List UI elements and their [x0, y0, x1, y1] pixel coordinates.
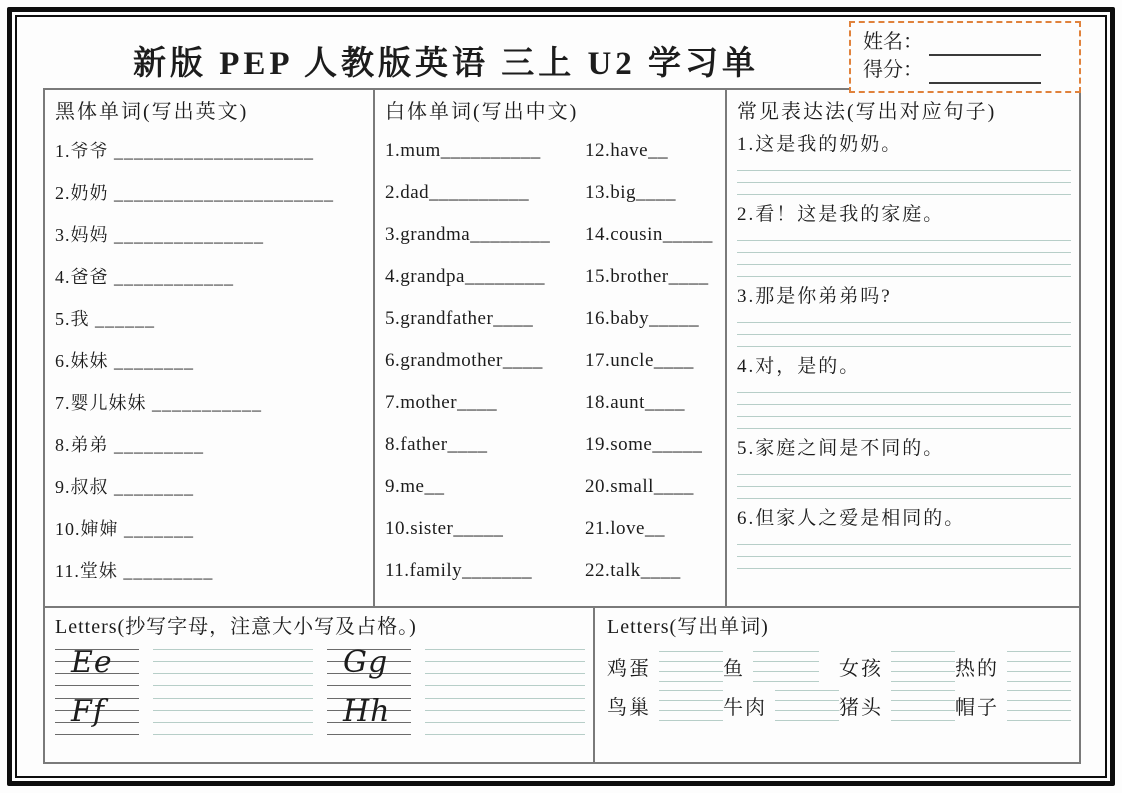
bold-words-header: 黑体单词(写出英文) — [55, 101, 249, 123]
ruled-line — [737, 182, 1071, 183]
letters-copy-section — [45, 608, 595, 762]
word-cell — [955, 651, 1071, 682]
ruled-line — [737, 568, 1071, 569]
bold-word-item[interactable]: 4.爸爸 ____________ — [55, 267, 234, 287]
word-cell — [723, 690, 839, 721]
ruled-line — [737, 264, 1071, 265]
ruled-line — [737, 276, 1071, 277]
expression-block — [737, 434, 1071, 499]
word-label: 鸟巢 — [607, 697, 651, 719]
white-word-item[interactable]: 2.dad__________ — [385, 182, 530, 203]
letters-words-row — [607, 690, 1071, 721]
word-answer-guide[interactable] — [1007, 651, 1071, 682]
name-score-box — [849, 21, 1081, 93]
expression-answer-lines[interactable] — [737, 474, 1071, 499]
white-words-left-list — [385, 130, 585, 592]
expression-text: 5.家庭之间是不同的。 — [737, 438, 945, 459]
bold-word-item[interactable]: 1.爷爷 ____________________ — [55, 141, 314, 161]
letters-copy-rows — [55, 645, 585, 735]
word-answer-guide[interactable] — [659, 651, 723, 682]
letters-words-section — [595, 608, 1079, 762]
letter-practice-guide[interactable] — [153, 698, 313, 735]
white-word-item[interactable]: 3.grandma________ — [385, 224, 551, 245]
bold-word-item[interactable]: 6.妹妹 ________ — [55, 351, 194, 371]
bold-words-list — [55, 130, 365, 592]
bold-word-item[interactable]: 9.叔叔 ________ — [55, 477, 194, 497]
worksheet-table — [43, 88, 1081, 764]
bold-word-item[interactable]: 5.我 ______ — [55, 309, 155, 329]
white-words-lists — [385, 130, 717, 592]
bold-words-column — [45, 90, 375, 606]
word-label: 热的 — [955, 658, 999, 680]
letter-example-guide — [327, 694, 411, 735]
white-word-item[interactable]: 14.cousin_____ — [585, 224, 713, 245]
white-word-item[interactable]: 17.uncle____ — [585, 350, 694, 371]
word-label: 牛肉 — [723, 697, 767, 719]
bold-word-item[interactable]: 8.弟弟 _________ — [55, 435, 204, 455]
word-cell — [955, 690, 1071, 721]
expression-block — [737, 200, 1071, 277]
ruled-line — [737, 486, 1071, 487]
letter-practice-guide[interactable] — [425, 698, 585, 735]
white-word-item[interactable]: 13.big____ — [585, 182, 677, 203]
white-word-item[interactable]: 10.sister_____ — [385, 518, 504, 539]
ruled-line — [737, 544, 1071, 545]
ruled-line — [737, 416, 1071, 417]
word-cell — [607, 690, 723, 721]
white-word-item[interactable]: 20.small____ — [585, 476, 694, 497]
ruled-line — [737, 498, 1071, 499]
word-label: 帽子 — [955, 697, 999, 719]
bold-word-item[interactable]: 10.婶婶 _______ — [55, 519, 194, 539]
worksheet-header — [43, 19, 1081, 85]
word-label: 鱼 — [723, 658, 745, 680]
vocabulary-grid — [45, 90, 1079, 608]
expression-answer-lines[interactable] — [737, 322, 1071, 347]
letters-words-row — [607, 651, 1071, 682]
expressions-list — [737, 130, 1071, 569]
word-answer-guide[interactable] — [891, 690, 955, 721]
name-row — [863, 28, 1069, 56]
letter-example-text: Ff — [71, 694, 105, 729]
white-word-item[interactable]: 7.mother____ — [385, 392, 498, 413]
ruled-line — [737, 322, 1071, 323]
ruled-line — [737, 194, 1071, 195]
expression-block — [737, 504, 1071, 569]
ruled-line — [737, 170, 1071, 171]
white-word-item[interactable]: 9.me__ — [385, 476, 445, 497]
word-label: 猪头 — [839, 697, 883, 719]
expression-text: 1.这是我的奶奶。 — [737, 134, 903, 155]
letters-grid — [45, 608, 1079, 762]
white-words-header: 白体单词(写出中文) — [385, 101, 579, 123]
bold-word-item[interactable]: 11.堂妹 _________ — [55, 561, 214, 581]
letter-practice-guide[interactable] — [425, 649, 585, 686]
expression-answer-lines[interactable] — [737, 392, 1071, 429]
letters-copy-row — [55, 694, 585, 735]
white-word-item[interactable]: 12.have__ — [585, 140, 669, 161]
ruled-line — [737, 346, 1071, 347]
score-input-line[interactable] — [929, 62, 1041, 84]
letters-words-header: Letters(写出单词) — [607, 616, 769, 638]
score-row — [863, 56, 1069, 84]
word-answer-guide[interactable] — [1007, 690, 1071, 721]
white-word-item[interactable]: 16.baby_____ — [585, 308, 700, 329]
word-cell — [607, 651, 723, 682]
name-label: 姓名： — [863, 31, 923, 53]
word-answer-guide[interactable] — [891, 651, 955, 682]
white-word-item[interactable]: 6.grandmother____ — [385, 350, 543, 371]
ruled-line — [737, 474, 1071, 475]
expression-block — [737, 282, 1071, 347]
letters-words-rows — [607, 651, 1071, 721]
white-word-item[interactable]: 8.father____ — [385, 434, 488, 455]
word-cell — [839, 690, 955, 721]
letter-example-text: Hh — [343, 694, 391, 729]
word-label: 女孩 — [839, 658, 883, 680]
white-word-item[interactable]: 18.aunt____ — [585, 392, 685, 413]
expressions-column — [727, 90, 1079, 606]
expression-answer-lines[interactable] — [737, 240, 1071, 277]
expressions-header: 常见表达法(写出对应句子) — [737, 101, 997, 123]
letter-example-text: Ee — [71, 645, 113, 680]
word-cell — [839, 651, 955, 682]
letters-copy-row — [55, 645, 585, 686]
letter-example-guide — [327, 645, 411, 686]
ruled-line — [737, 392, 1071, 393]
letter-example-guide — [55, 694, 139, 735]
white-word-item[interactable]: 1.mum__________ — [385, 140, 541, 161]
score-label: 得分： — [863, 59, 923, 81]
letters-copy-header: Letters(抄写字母，注意大小写及占格。) — [55, 616, 417, 638]
letter-example-text: Gg — [343, 645, 389, 680]
white-word-item[interactable]: 22.talk____ — [585, 560, 681, 581]
decorative-outer-border — [7, 7, 1115, 786]
ruled-line — [737, 240, 1071, 241]
expression-block — [737, 352, 1071, 429]
white-words-right-list — [585, 130, 717, 592]
expression-block — [737, 130, 1071, 195]
expression-text: 6.但家人之爱是相同的。 — [737, 508, 966, 529]
word-answer-guide[interactable] — [659, 690, 723, 721]
word-cell — [723, 651, 839, 682]
white-word-item[interactable]: 5.grandfather____ — [385, 308, 534, 329]
white-word-item[interactable]: 4.grandpa________ — [385, 266, 545, 287]
white-word-item[interactable]: 11.family_______ — [385, 560, 533, 581]
white-word-item[interactable]: 19.some_____ — [585, 434, 703, 455]
ruled-line — [737, 404, 1071, 405]
ruled-line — [737, 334, 1071, 335]
letter-practice-guide[interactable] — [153, 649, 313, 686]
expression-text: 4.对，是的。 — [737, 356, 861, 377]
word-answer-guide[interactable] — [753, 651, 819, 682]
letter-example-guide — [55, 645, 139, 686]
name-input-line[interactable] — [929, 34, 1041, 56]
bold-word-item[interactable]: 3.妈妈 _______________ — [55, 225, 264, 245]
bold-word-item[interactable]: 7.婴儿妹妹 ___________ — [55, 393, 262, 413]
white-word-item[interactable]: 15.brother____ — [585, 266, 709, 287]
word-answer-guide[interactable] — [775, 690, 839, 721]
white-word-item[interactable]: 21.love__ — [585, 518, 665, 539]
white-words-column — [375, 90, 727, 606]
decorative-inner-border — [15, 15, 1107, 778]
expression-text: 3.那是你弟弟吗? — [737, 286, 892, 307]
expression-text: 2.看！这是我的家庭。 — [737, 204, 945, 225]
page-title: 新版 PEP 人教版英语 三上 U2 学习单 — [132, 46, 760, 82]
ruled-line — [737, 556, 1071, 557]
word-label: 鸡蛋 — [607, 658, 651, 680]
ruled-line — [737, 252, 1071, 253]
ruled-line — [737, 428, 1071, 429]
bold-word-item[interactable]: 2.奶奶 ______________________ — [55, 183, 334, 203]
expression-answer-lines[interactable] — [737, 170, 1071, 195]
expression-answer-lines[interactable] — [737, 544, 1071, 569]
